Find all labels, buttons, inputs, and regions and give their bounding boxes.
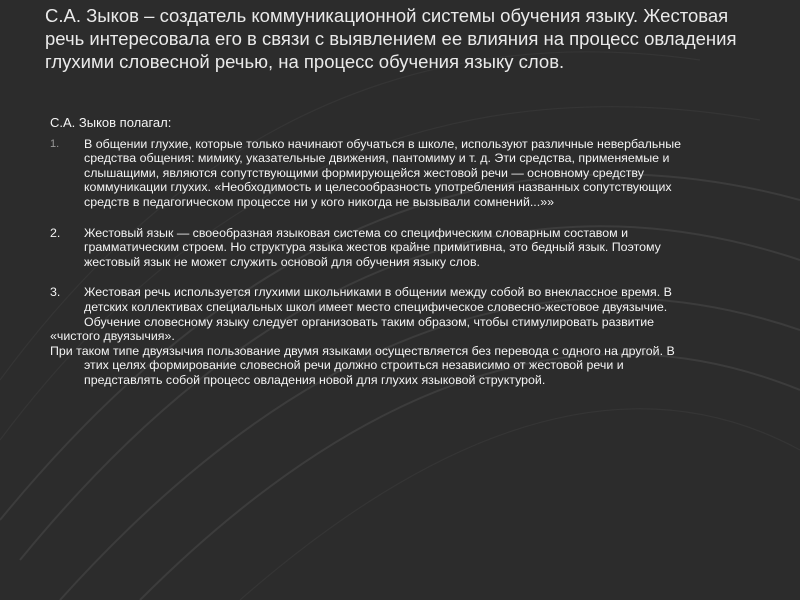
list-item-text: В общении глухие, которые только начинают обучаться в школе, используют различные невербальные средства общения: мимику, указательные движения, пантомиму и т. д. Эти средства, применяемые и слышащими, являются сопутствующими формирующейся жестовой речи — основному средству коммуникации глухих. «Необходимость и целесообразность употребления названных сопутствующих средств в педагогическом процессе ни у кого никогда не вызывали сомнений...»» — [84, 136, 681, 209]
list-item-text: Жестовая речь используется глухими школьниками в общении между собой во внеклассное время. В детских коллективах специальных школ имеет место специфическое словесно-жестовое двуязычие. Обучение словесному языку следует организовать таким образом, чтобы стимулировать развитие — [84, 285, 672, 329]
list-item-text: Жестовый язык — своеобразная языковая система со специфическим словарным составом и грамматическим строем. Но структура языка жестов крайне примитивна, это бедный язык. Поэтому жестовый язык не может служить основой для обучения языку слов. — [84, 225, 661, 269]
lead-text: С.А. Зыков полагал: — [50, 115, 172, 130]
list-item-2 — [50, 226, 700, 270]
list-marker: 2. — [50, 225, 61, 240]
list-item-1 — [50, 137, 700, 210]
final-paragraph: При таком типе двуязычия пользование двумя языками осуществляется без перевода с одного на другой. В этих целях формирование словесной речи должно строиться независимо от жестовой речи и представлять собой процесс овладения новой для глухих языковой структурой. — [50, 343, 675, 387]
list-marker: 1. — [50, 137, 60, 150]
pure-bilingual-text: «чистого двуязычия». — [50, 329, 175, 344]
list-item-3 — [50, 285, 700, 329]
slide-content — [50, 116, 700, 388]
list-marker: 3. — [50, 285, 61, 300]
slide-title: С.А. Зыков – создатель коммуникационной системы обучения языку. Жестовая речь интересовала его в связи с выявлением ее влияния на процесс овладения глухими словесной речью, на процесс обучения языку слов. — [45, 5, 737, 72]
